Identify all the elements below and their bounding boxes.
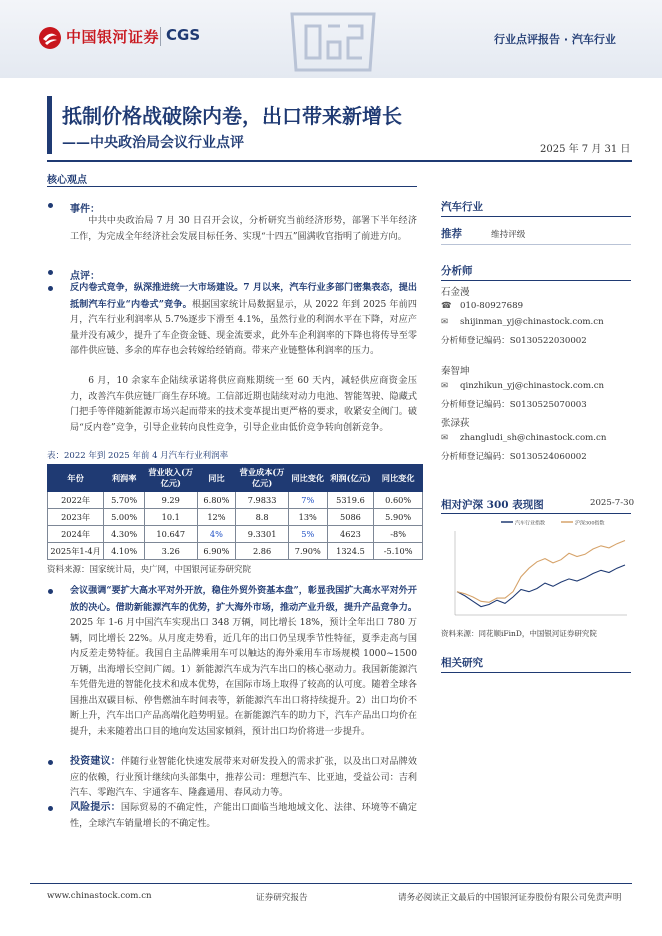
table-row	[48, 543, 423, 560]
table-cell: 3.26	[144, 543, 197, 560]
table-cell: 1324.5	[327, 543, 374, 560]
email-icon: ✉	[441, 381, 449, 391]
bullet-anti-involution	[70, 280, 417, 360]
analyst-email[interactable]: shijinman_yj@chinastock.com.cn	[460, 317, 604, 327]
bullet-export-text: 2025 年 1-6 月中国汽车实现出口 348 万辆，同比增长 18%，预计全年出口 780 万辆，同比增长 22%。从月度走势看，近几年的出口仍呈现季节性特征，夏季走高与国内反差走势特征。我国自主品牌乘用车可以触达的海外乘用车市场规模 1000~1500 万辆，出海增长空间广阔。1）新能源汽车成为汽车出口的核心驱动力。我国新能源汽车凭借先进的智能化技术和成本优势，在国际市场上取得了较高的认可度。随着全球各国推出双碳目标、停售燃油车时间表等，新能源汽车出口将持续提升。2）出口均价不断上升，汽车出口产品高端化趋势明显。在新能源汽车的助力下，汽车产品出口均价在提升，未来随着出口目的地向发达国家倾斜，预计出口均价将进一步提升。	[70, 618, 417, 737]
table-cell: 5.00%	[104, 509, 145, 526]
event-paragraph: 中共中央政治局 7 月 30 日召开会议，分析研究当前经济形势，部署下半年经济工作，为完成全年经济社会发展目标任务、实现“十四五”圆满收官指明了前进方向。	[70, 216, 417, 242]
table-header: 利润(亿元)	[327, 465, 374, 492]
report-type-tag: 行业点评报告 · 汽车行业	[494, 33, 616, 46]
table-cell: 10.647	[144, 526, 197, 543]
analyst-name: 张渌荻	[441, 418, 470, 429]
invest-text: 伴随行业智能化快速发展带来对研发投入的需求扩张，以及出口对品牌效应的依赖，行业预计继续向头部集中，推荐公司：理想汽车、比亚迪，受益公司：吉利汽车、零跑汽车、宇通客车、隆鑫通用、春风动力等。	[70, 757, 417, 798]
sidebar-divider	[441, 216, 631, 217]
table-cell: 4%	[197, 526, 236, 543]
table-cell: 2022年	[48, 492, 104, 509]
sidebar-divider	[441, 513, 631, 514]
table-cell: 2025年1-4月	[48, 543, 104, 560]
table-cell: 12%	[197, 509, 236, 526]
table-cell: 5%	[288, 526, 327, 543]
brand-name-cn: 中国银河证券	[66, 28, 160, 46]
phone-icon: ☎	[441, 301, 452, 311]
invest-advice: 投资建议：伴随行业智能化快速发展带来对研发投入的需求扩张，以及出口对品牌效应的依赖，行业预计继续向头部集中，推荐公司：理想汽车、比亚迪，受益公司：吉利汽车、零跑汽车、宇通客车、隆鑫通用、春风动力等。	[70, 756, 417, 798]
table-header-row	[48, 465, 423, 492]
risk-text: 国际贸易的不确定性，产能出口面临当地地域文化、法律、环境等不确定性，全球汽车销量增长的不确定性。	[70, 803, 417, 829]
analyst-name: 石金漫	[441, 287, 470, 298]
email-icon: ✉	[441, 317, 449, 327]
analyst-heading: 分析师	[441, 265, 473, 277]
bullet-icon	[48, 270, 53, 275]
table-header: 营业成本(万亿元)	[236, 465, 289, 492]
related-research-heading[interactable]: 相关研究	[441, 657, 483, 669]
bullet-icon	[48, 203, 53, 208]
risk-warning: 风险提示：国际贸易的不确定性，产能出口面临当地地域文化、法律、环境等不确定性，全球汽车销量增长的不确定性。	[70, 802, 417, 829]
analyst-email[interactable]: zhangludi_sh@chinastock.com.cn	[460, 433, 607, 443]
analyst-phone: 010-80927689	[460, 301, 524, 311]
event-label-wrap: 事件：	[70, 204, 100, 215]
table-cell: 5086	[327, 509, 374, 526]
table-row	[48, 509, 423, 526]
profit-margin-table	[47, 464, 423, 560]
table-cell: 6.90%	[197, 543, 236, 560]
series-line-auto	[457, 565, 625, 607]
brand-name-en: CGS	[166, 26, 201, 44]
comment-label: 点评	[70, 271, 90, 282]
event-label: 事件	[70, 204, 90, 215]
bullet-anti-involution-text: 根据国家统计局数据显示，从 2022 年到 2025 年前四月，汽车行业利润率从 5.7%逐步下滑至 4.1%，虽然行业的利润水平在下降，对应产量并没有减少，提升了车企资金链、现金流要求，此外车企利润率的下降也将传导至零部件供应链、多余的库存也会转嫁给经销商。带来产业链整体利润率的压力。	[70, 299, 417, 356]
table-cell: 5.70%	[104, 492, 145, 509]
sidebar-divider	[441, 672, 631, 673]
brand-logo-icon	[38, 26, 62, 50]
analyst-cert: 分析师登记编码：S0130522030002	[441, 336, 587, 346]
table-row	[48, 492, 423, 509]
page-subtitle: ——中央政治局会议行业点评	[62, 135, 244, 151]
footer-center: 证券研究报告	[256, 893, 308, 903]
legend-label-hs300: 沪深300指数	[575, 520, 605, 527]
table-source: 资料来源：国家统计局，央广网，中国银河证券研究院	[47, 565, 252, 575]
table-cell: 13%	[288, 509, 327, 526]
bullet-export	[70, 583, 417, 740]
chart-date: 2025-7-30	[590, 498, 635, 508]
sidebar-divider	[441, 280, 631, 281]
bullet-icon	[48, 760, 53, 765]
analyst-email[interactable]: qinzhikun_yj@chinastock.com.cn	[460, 381, 605, 391]
chart-legend	[501, 520, 605, 527]
table-cell: 7%	[288, 492, 327, 509]
table-cell: 6.80%	[197, 492, 236, 509]
bullet-export-bold: 会议强调“要扩大高水平对外开放，稳住外贸外资基本盘”，彰显我国扩大高水平对外开放的决心。借助新能源汽车的优势，扩大海外市场，推动产业升级，提升产品竞争力。	[70, 585, 417, 613]
table-header: 利润率	[104, 465, 145, 492]
industry-label: 汽车行业	[441, 201, 483, 213]
legend-label-auto: 汽车行业指数	[515, 520, 546, 527]
title-divider	[47, 160, 632, 162]
table-cell: -8%	[374, 526, 423, 543]
bullet-icon	[48, 589, 53, 594]
table-caption: 表：2022 年到 2025 年前 4 月汽车行业利润率	[47, 451, 229, 461]
table-cell: 2023年	[48, 509, 104, 526]
chart-source: 资料来源：同花顺iFinD，中国银河证券研究院	[441, 629, 597, 638]
table-header: 同比	[197, 465, 236, 492]
table-cell: 9.29	[144, 492, 197, 509]
page-title: 抵制价格战破除内卷，出口带来新增长	[62, 104, 402, 128]
rating-value: 维持评级	[491, 230, 526, 240]
table-cell: 4.10%	[104, 543, 145, 560]
bullet-anti-involution-bold: 反内卷式竞争，纵深推进统一大市场建设。7 月以来，汽车行业多部门密集表态，提出抵制汽车行业“内卷式”竞争。	[70, 282, 417, 310]
table-header: 同比变化	[374, 465, 423, 492]
rating-label: 推荐	[441, 228, 462, 240]
table-cell: 8.8	[236, 509, 289, 526]
table-cell: 2024年	[48, 526, 104, 543]
table-cell: 7.9833	[236, 492, 289, 509]
comment-label-wrap: 点评：	[70, 271, 100, 282]
section-heading-core: 核心观点	[47, 175, 87, 186]
risk-label: 风险提示	[70, 802, 111, 813]
series-line-hs300	[457, 541, 625, 603]
analyst-cert: 分析师登记编码：S0130524060002	[441, 452, 587, 462]
relative-performance-chart	[441, 515, 631, 627]
table-cell: 9.3301	[236, 526, 289, 543]
chart-title: 相对沪深 300 表现图	[441, 499, 544, 511]
table-cell: 0.60%	[374, 492, 423, 509]
bullet-icon	[48, 806, 53, 811]
table-cell: 5.90%	[374, 509, 423, 526]
analyst-cert: 分析师登记编码：S0130525070003	[441, 400, 587, 410]
bullet-icon	[48, 286, 53, 291]
sidebar-divider	[441, 244, 631, 245]
footer-disclaimer: 请务必阅读正文最后的中国银河证券股份有限公司免责声明	[398, 893, 622, 903]
report-date: 2025 年 7 月 31 日	[540, 144, 631, 155]
table-header: 营业收入(万亿元)	[144, 465, 197, 492]
table-cell: 10.1	[144, 509, 197, 526]
supplier-paragraph: 6 月，10 余家车企陆续承诺将供应商账期统一至 60 天内，减轻供应商资金压力，改善汽车供应链厂商生存环境。工信部近期也陆续对动力电池、智能驾驶、隐藏式门把手等伴随新能源市场兴起而带来的技术变革提出更严格的要求，收紧安全阀门。破局“反内卷”竞争，引导企业转向良性竞争，引导企业由低价竞争转向创新竞争。	[70, 376, 417, 433]
brand-separator	[160, 27, 161, 46]
table-row	[48, 526, 423, 543]
table-cell: 4623	[327, 526, 374, 543]
table-cell: -5.10%	[374, 543, 423, 560]
watermark-emblem-icon	[288, 8, 378, 76]
table-header: 年份	[48, 465, 104, 492]
table-cell: 2.86	[236, 543, 289, 560]
table-header: 同比变化	[288, 465, 327, 492]
invest-label: 投资建议	[70, 756, 111, 767]
footer-divider	[30, 883, 632, 884]
analyst-name: 秦智坤	[441, 366, 470, 377]
table-cell: 7.90%	[288, 543, 327, 560]
title-accent-bar	[47, 96, 52, 154]
table-cell: 5319.6	[327, 492, 374, 509]
table-cell: 4.30%	[104, 526, 145, 543]
email-icon: ✉	[441, 433, 449, 443]
section-divider	[47, 186, 417, 187]
footer-website[interactable]: www.chinastock.com.cn	[47, 891, 152, 901]
